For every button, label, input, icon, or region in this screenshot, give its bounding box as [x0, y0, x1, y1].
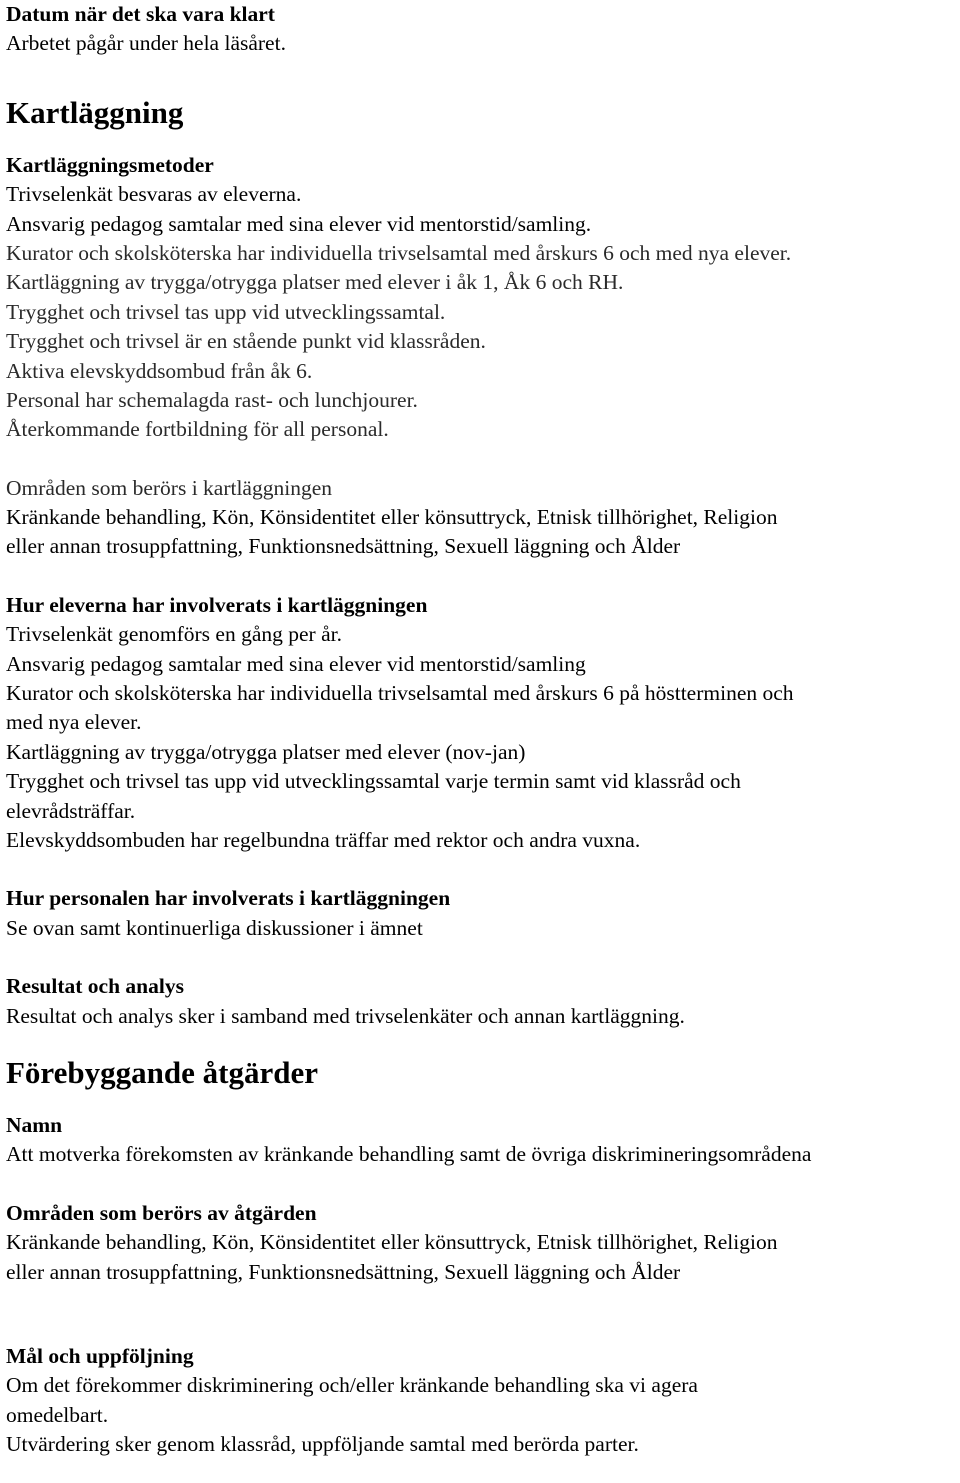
goals-line: Utvärdering sker genom klassråd, uppföljande samtal med berörda parter.: [6, 1432, 639, 1457]
students-line: elevrådsträffar.: [6, 798, 136, 823]
students-line: med nya elever.: [6, 710, 142, 735]
students-line: Trivselenkät genomförs en gång per år.: [6, 622, 342, 647]
intro-heading: Datum när det ska vara klart: [6, 2, 275, 26]
staff-line: Se ovan samt kontinuerliga diskussioner i ämnet: [6, 915, 423, 940]
goals-line: Om det förekommer diskriminering och/eller kränkande behandling ska vi agera: [6, 1373, 698, 1398]
document: [6, 0, 960, 1459]
measure-areas-heading: Områden som berörs av åtgärden: [6, 1200, 317, 1225]
students-line: Elevskyddsombuden har regelbundna träffar med rektor och andra vuxna.: [6, 827, 641, 852]
methods-line: Trivselenkät besvaras av eleverna.: [6, 182, 302, 207]
measure-areas-line: Kränkande behandling, Kön, Könsidentitet eller könsuttryck, Etnisk tillhörighet, Religion: [6, 1230, 778, 1255]
areas-line: eller annan trosuppfattning, Funktionsnedsättning, Sexuell läggning och Ålder: [6, 534, 681, 559]
methods-line: Återkommande fortbildning för all personal.: [6, 417, 389, 442]
areas-section: [6, 474, 960, 562]
students-line: Kartläggning av trygga/otrygga platser med elever (nov-jan): [6, 739, 526, 764]
methods-line: Trygghet och trivsel tas upp vid utvecklingssamtal.: [6, 299, 446, 324]
methods-section: [6, 151, 960, 445]
forebyggande-title: Förebyggande åtgärder: [6, 1054, 318, 1090]
methods-line: Kartläggning av trygga/otrygga platser med elever i åk 1, Åk 6 och RH.: [6, 270, 624, 295]
measure-areas-line: eller annan trosuppfattning, Funktionsnedsättning, Sexuell läggning och Ålder: [6, 1259, 681, 1284]
goals-heading: Mål och uppföljning: [6, 1343, 194, 1368]
name-line: Att motverka förekomsten av kränkande behandling samt de övriga diskrimineringsområdena: [6, 1142, 812, 1167]
areas-heading: Områden som berörs i kartläggningen: [6, 475, 332, 500]
kartlaggning-title: Kartläggning: [6, 94, 184, 130]
staff-section: [6, 884, 960, 943]
measure-areas-section: [6, 1199, 960, 1287]
intro-section: [6, 0, 960, 59]
students-heading: Hur eleverna har involverats i kartläggningen: [6, 592, 428, 617]
goals-line: omedelbart.: [6, 1402, 109, 1427]
results-line: Resultat och analys sker i samband med trivselenkäter och annan kartläggning.: [6, 1003, 685, 1028]
areas-line: Kränkande behandling, Kön, Könsidentitet eller könsuttryck, Etnisk tillhörighet, Religion: [6, 505, 778, 530]
results-section: [6, 972, 960, 1031]
intro-text: Arbetet pågår under hela läsåret.: [6, 31, 286, 56]
methods-line: Aktiva elevskyddsombud från åk 6.: [6, 358, 313, 383]
methods-line: Personal har schemalagda rast- och lunchjourer.: [6, 387, 418, 412]
staff-heading: Hur personalen har involverats i kartläggningen: [6, 886, 451, 911]
students-section: [6, 591, 960, 856]
students-line: Trygghet och trivsel tas upp vid utvecklingssamtal varje termin samt vid klassråd och: [6, 769, 741, 794]
name-heading: Namn: [6, 1112, 63, 1137]
students-line: Kurator och skolsköterska har individuella trivselsamtal med årskurs 6 på höstterminen och: [6, 681, 794, 706]
methods-line: Kurator och skolsköterska har individuella trivselsamtal med årskurs 6 och med nya elever.: [6, 240, 792, 265]
methods-line: Ansvarig pedagog samtalar med sina elever vid mentorstid/samling.: [6, 211, 592, 236]
methods-line: Trygghet och trivsel är en stående punkt vid klassråden.: [6, 329, 486, 354]
methods-heading: Kartläggningsmetoder: [6, 152, 214, 177]
results-heading: Resultat och analys: [6, 974, 184, 999]
goals-section: [6, 1342, 960, 1460]
name-section: [6, 1111, 960, 1170]
students-line: Ansvarig pedagog samtalar med sina elever vid mentorstid/samling: [6, 651, 586, 676]
